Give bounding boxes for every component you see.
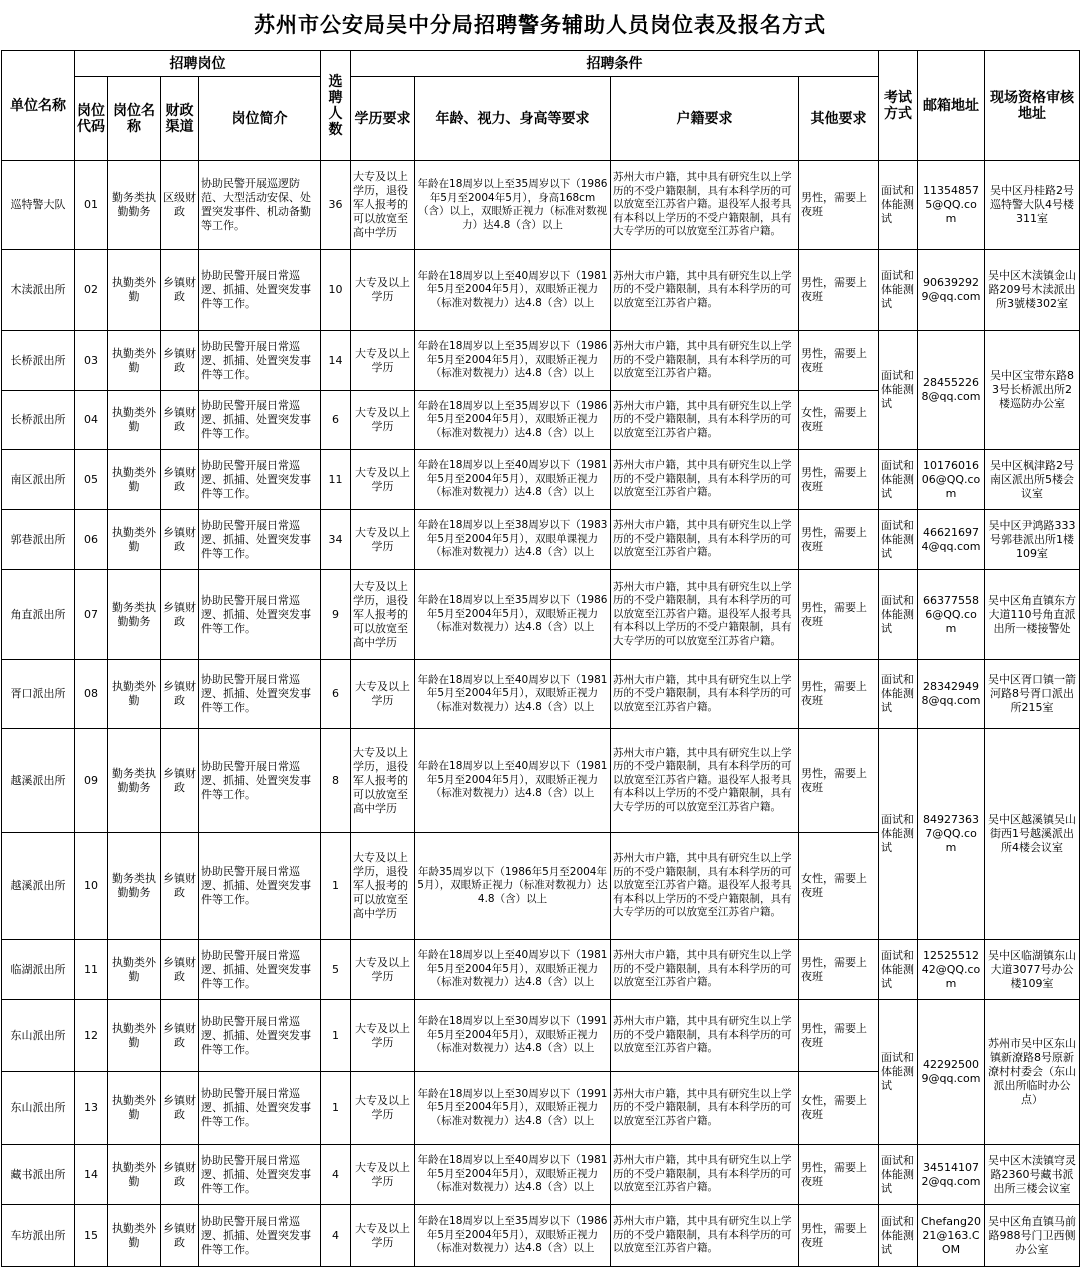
age-cell: 年龄在18周岁以上至30周岁以下（1991年5月至2004年5月），双眼矫正视力（标准对数视力）达4.8（含）以上	[415, 1072, 611, 1145]
email-cell: 906392929@qq.com	[918, 250, 985, 331]
finance-cell: 乡镇财政	[161, 1000, 199, 1072]
age-cell: 年龄在18周岁以上至38周岁以下（1983年5月至2004年5月），双眼单课视力（标准对数视力）达4.8（含）以上	[415, 510, 611, 570]
table-row	[2, 1205, 1080, 1267]
unit-cell: 长桥派出所	[2, 391, 75, 450]
unit-cell: 临湖派出所	[2, 940, 75, 1000]
address-cell: 吴中区木渎镇金山路209号木渎派出所3號楼302室	[985, 250, 1080, 331]
finance-cell: 乡镇财政	[161, 450, 199, 510]
edu-cell: 大专及以上学历	[351, 510, 415, 570]
desc-cell: 协助民警开展日常巡逻、抓捕、处置突发事件等工作。	[199, 331, 321, 391]
finance-cell: 乡镇财政	[161, 1145, 199, 1205]
age-cell: 年龄35周岁以下（1986年5月至2004年5月），双眼矫正视力（标准对数视力）达4.8（含）以上	[415, 833, 611, 940]
email-cell: 284552268@qq.com	[918, 331, 985, 450]
table-row	[2, 660, 1080, 729]
count-cell: 14	[321, 331, 351, 391]
post-name-cell: 勤务类执勤勤务	[108, 161, 161, 250]
email-cell: 663775586@QQ.com	[918, 570, 985, 660]
unit-cell: 郭巷派出所	[2, 510, 75, 570]
unit-cell: 越溪派出所	[2, 729, 75, 833]
other-cell: 女性，需要上夜班	[799, 1072, 879, 1145]
email-cell: 849273637@QQ.com	[918, 729, 985, 940]
count-cell: 6	[321, 660, 351, 729]
header-post-desc: 岗位简介	[199, 77, 321, 161]
desc-cell: 协助民警开展日常巡逻、抓捕、处置突发事件等工作。	[199, 510, 321, 570]
exam-cell: 面试和体能测试	[879, 940, 918, 1000]
other-cell: 男性，需要上夜班	[799, 1205, 879, 1267]
code-cell: 06	[75, 510, 108, 570]
header-age: 年龄、视力、身高等要求	[415, 77, 611, 161]
desc-cell: 协助民警开展日常巡逻、抓捕、处置突发事件等工作。	[199, 1205, 321, 1267]
header-email: 邮箱地址	[918, 51, 985, 161]
email-cell: 1252551242@QQ.com	[918, 940, 985, 1000]
post-name-cell: 执勤类外勤	[108, 250, 161, 331]
unit-cell: 东山派出所	[2, 1072, 75, 1145]
age-cell: 年龄在18周岁以上至35周岁以下（1986年5月至2004年5月），双眼矫正视力（标准对数视力）达4.8（含）以上	[415, 570, 611, 660]
exam-cell: 面试和体能测试	[879, 450, 918, 510]
exam-cell: 面试和体能测试	[879, 510, 918, 570]
table-row	[2, 1000, 1080, 1072]
header-group-post: 招聘岗位	[75, 51, 321, 77]
desc-cell: 协助民警开展日常巡逻、抓捕、处置突发事件等工作。	[199, 250, 321, 331]
post-name-cell: 执勤类外勤	[108, 1205, 161, 1267]
code-cell: 03	[75, 331, 108, 391]
other-cell: 男性，需要上夜班	[799, 1145, 879, 1205]
exam-cell: 面试和体能测试	[879, 250, 918, 331]
unit-cell: 角直派出所	[2, 570, 75, 660]
other-cell: 女性，需要上夜班	[799, 833, 879, 940]
other-cell: 男性，需要上夜班	[799, 510, 879, 570]
other-cell: 男性，需要上夜班	[799, 570, 879, 660]
huji-cell: 苏州大市户籍，其中具有研究生以上学历的不受户籍限制，具有本科学历的可以放宽至江苏省户籍。	[611, 1072, 799, 1145]
age-cell: 年龄在18周岁以上至35周岁以下（1986年5月至2004年5月），身高168cm（含）以上，双眼矫正视力（标准对数视力）达4.8（含）以上	[415, 161, 611, 250]
email-cell: 345141072@qq.com	[918, 1145, 985, 1205]
huji-cell: 苏州大市户籍，其中具有研究生以上学历的不受户籍限制，具有本科学历的可以放宽至江苏省户籍。退役军人报考具有本科以上学历的不受户籍限制，具有大专学历的可以放宽至江苏省户籍。	[611, 570, 799, 660]
email-cell: 283429498@qq.com	[918, 660, 985, 729]
address-cell: 吴中区角直镇马前路988号门卫西侧办公室	[985, 1205, 1080, 1267]
exam-cell: 面试和体能测试	[879, 660, 918, 729]
count-cell: 1	[321, 1072, 351, 1145]
table-row	[2, 450, 1080, 510]
post-name-cell: 执勤类外勤	[108, 510, 161, 570]
post-name-cell: 勤务类执勤勤务	[108, 570, 161, 660]
count-cell: 9	[321, 570, 351, 660]
edu-cell: 大专及以上学历	[351, 331, 415, 391]
code-cell: 04	[75, 391, 108, 450]
age-cell: 年龄在18周岁以上至40周岁以下（1981年5月至2004年5月），双眼矫正视力（标准对数视力）达4.8（含）以上	[415, 940, 611, 1000]
desc-cell: 协助民警开展日常巡逻、抓捕、处置突发事件等工作。	[199, 660, 321, 729]
other-cell: 男性，需要上夜班	[799, 660, 879, 729]
code-cell: 13	[75, 1072, 108, 1145]
count-cell: 4	[321, 1205, 351, 1267]
huji-cell: 苏州大市户籍，其中具有研究生以上学历的不受户籍限制，具有本科学历的可以放宽至江苏省户籍。	[611, 1000, 799, 1072]
finance-cell: 乡镇财政	[161, 570, 199, 660]
email-cell: Chefang2021@163.COM	[918, 1205, 985, 1267]
post-name-cell: 执勤类外勤	[108, 660, 161, 729]
post-name-cell: 勤务类执勤勤务	[108, 729, 161, 833]
age-cell: 年龄在18周岁以上至35周岁以下（1986年5月至2004年5月），双眼矫正视力（标准对数视力）达4.8（含）以上	[415, 391, 611, 450]
huji-cell: 苏州大市户籍，其中具有研究生以上学历的不受户籍限制，具有本科学历的可以放宽至江苏省户籍。退役军人报考具有本科以上学历的不受户籍限制，具有大专学历的可以放宽至江苏省户籍。	[611, 833, 799, 940]
desc-cell: 协助民警开展日常巡逻、抓捕、处置突发事件等工作。	[199, 1072, 321, 1145]
exam-cell: 面试和体能测试	[879, 161, 918, 250]
unit-cell: 藏书派出所	[2, 1145, 75, 1205]
table-row	[2, 1145, 1080, 1205]
code-cell: 09	[75, 729, 108, 833]
table-row	[2, 729, 1080, 833]
edu-cell: 大专及以上学历	[351, 660, 415, 729]
desc-cell: 协助民警开展日常巡逻、抓捕、处置突发事件等工作。	[199, 1000, 321, 1072]
header-count: 选聘人数	[321, 51, 351, 161]
count-cell: 11	[321, 450, 351, 510]
header-post-code: 岗位代码	[75, 77, 108, 161]
age-cell: 年龄在18周岁以上至40周岁以下（1981年5月至2004年5月），双眼矫正视力（标准对数视力）达4.8（含）以上	[415, 450, 611, 510]
huji-cell: 苏州大市户籍，其中具有研究生以上学历的不受户籍限制，具有本科学历的可以放宽至江苏省户籍。	[611, 1205, 799, 1267]
edu-cell: 大专及以上学历	[351, 1205, 415, 1267]
edu-cell: 大专及以上学历	[351, 940, 415, 1000]
address-cell: 苏州市吴中区东山镇新潦路8号原新潦村村委会（东山派出所临时办公点）	[985, 1000, 1080, 1145]
finance-cell: 区级财政	[161, 161, 199, 250]
unit-cell: 巡特警大队	[2, 161, 75, 250]
header-post-name: 岗位名称	[108, 77, 161, 161]
other-cell: 男性，需要上夜班	[799, 1000, 879, 1072]
code-cell: 12	[75, 1000, 108, 1072]
huji-cell: 苏州大市户籍，其中具有研究生以上学历的不受户籍限制，具有本科学历的可以放宽至江苏省户籍。	[611, 510, 799, 570]
address-cell: 吴中区枫津路2号南区派出所5楼会议室	[985, 450, 1080, 510]
unit-cell: 木渎派出所	[2, 250, 75, 331]
code-cell: 07	[75, 570, 108, 660]
finance-cell: 乡镇财政	[161, 660, 199, 729]
exam-cell: 面试和体能测试	[879, 331, 918, 450]
huji-cell: 苏州大市户籍，其中具有研究生以上学历的不受户籍限制，具有本科学历的可以放宽至江苏省户籍。	[611, 450, 799, 510]
table-row	[2, 161, 1080, 250]
desc-cell: 协助民警开展日常巡逻、抓捕、处置突发事件等工作。	[199, 833, 321, 940]
header-unit: 单位名称	[2, 51, 75, 161]
post-name-cell: 执勤类外勤	[108, 1072, 161, 1145]
desc-cell: 协助民警开展日常巡逻、抓捕、处置突发事件等工作。	[199, 940, 321, 1000]
edu-cell: 大专及以上学历，退役军人报考的可以放宽至高中学历	[351, 570, 415, 660]
huji-cell: 苏州大市户籍，其中具有研究生以上学历的不受户籍限制，具有本科学历的可以放宽至江苏省户籍。	[611, 940, 799, 1000]
age-cell: 年龄在18周岁以上至40周岁以下（1981年5月至2004年5月），双眼矫正视力（标准对数视力）达4.8（含）以上	[415, 250, 611, 331]
email-cell: 466216974@qq.com	[918, 510, 985, 570]
header-exam: 考试方式	[879, 51, 918, 161]
finance-cell: 乡镇财政	[161, 1205, 199, 1267]
count-cell: 4	[321, 1145, 351, 1205]
age-cell: 年龄在18周岁以上至40周岁以下（1981年5月至2004年5月），双眼矫正视力（标准对数视力）达4.8（含）以上	[415, 729, 611, 833]
age-cell: 年龄在18周岁以上至40周岁以下（1981年5月至2004年5月），双眼矫正视力（标准对数视力）达4.8（含）以上	[415, 660, 611, 729]
other-cell: 男性，需要上夜班	[799, 250, 879, 331]
exam-cell: 面试和体能测试	[879, 570, 918, 660]
email-cell: 113548575@QQ.com	[918, 161, 985, 250]
other-cell: 男性，需要上夜班	[799, 940, 879, 1000]
email-cell: 422925009@qq.com	[918, 1000, 985, 1145]
edu-cell: 大专及以上学历	[351, 1145, 415, 1205]
email-cell: 1017601606@QQ.com	[918, 450, 985, 510]
header-row-1	[2, 51, 1080, 77]
other-cell: 男性，需要上夜班	[799, 161, 879, 250]
count-cell: 36	[321, 161, 351, 250]
huji-cell: 苏州大市户籍，其中具有研究生以上学历的不受户籍限制，具有本科学历的可以放宽至江苏省户籍。	[611, 331, 799, 391]
table-row	[2, 940, 1080, 1000]
post-name-cell: 执勤类外勤	[108, 331, 161, 391]
unit-cell: 长桥派出所	[2, 331, 75, 391]
exam-cell: 面试和体能测试	[879, 1000, 918, 1145]
post-name-cell: 执勤类外勤	[108, 1000, 161, 1072]
table-row	[2, 570, 1080, 660]
huji-cell: 苏州大市户籍，其中具有研究生以上学历的不受户籍限制，具有本科学历的可以放宽至江苏省户籍。退役军人报考具有本科以上学历的不受户籍限制，具有大专学历的可以放宽至江苏省户籍。	[611, 729, 799, 833]
desc-cell: 协助民警开展日常巡逻、抓捕、处置突发事件等工作。	[199, 1145, 321, 1205]
count-cell: 1	[321, 1000, 351, 1072]
other-cell: 女性，需要上夜班	[799, 391, 879, 450]
edu-cell: 大专及以上学历	[351, 391, 415, 450]
finance-cell: 乡镇财政	[161, 1072, 199, 1145]
address-cell: 吴中区角直镇东方大道110号角直派出所一楼接警处	[985, 570, 1080, 660]
desc-cell: 协助民警开展日常巡逻、抓捕、处置突发事件等工作。	[199, 450, 321, 510]
huji-cell: 苏州大市户籍，其中具有研究生以上学历的不受户籍限制，具有本科学历的可以放宽至江苏省户籍。退役军人报考具有本科以上学历的不受户籍限制，具有大专学历的可以放宽至江苏省户籍。	[611, 161, 799, 250]
code-cell: 08	[75, 660, 108, 729]
exam-cell: 面试和体能测试	[879, 729, 918, 940]
count-cell: 8	[321, 729, 351, 833]
code-cell: 15	[75, 1205, 108, 1267]
count-cell: 34	[321, 510, 351, 570]
code-cell: 02	[75, 250, 108, 331]
edu-cell: 大专及以上学历	[351, 1072, 415, 1145]
finance-cell: 乡镇财政	[161, 940, 199, 1000]
page-title: 苏州市公安局吴中分局招聘警务辅助人员岗位表及报名方式	[254, 12, 826, 37]
finance-cell: 乡镇财政	[161, 331, 199, 391]
desc-cell: 协助民警开展日常巡逻、抓捕、处置突发事件等工作。	[199, 391, 321, 450]
unit-cell: 南区派出所	[2, 450, 75, 510]
header-other: 其他要求	[799, 77, 879, 161]
count-cell: 6	[321, 391, 351, 450]
address-cell: 吴中区宝带东路83号长桥派出所2楼巡防办公室	[985, 331, 1080, 450]
recruitment-table	[1, 50, 1080, 1267]
desc-cell: 协助民警开展日常巡逻、抓捕、处置突发事件等工作。	[199, 729, 321, 833]
exam-cell: 面试和体能测试	[879, 1205, 918, 1267]
address-cell: 吴中区临湖镇东山大道3077号办公楼109室	[985, 940, 1080, 1000]
post-name-cell: 勤务类执勤勤务	[108, 833, 161, 940]
code-cell: 01	[75, 161, 108, 250]
header-group-cond: 招聘条件	[351, 51, 879, 77]
table-row	[2, 331, 1080, 391]
unit-cell: 胥口派出所	[2, 660, 75, 729]
edu-cell: 大专及以上学历	[351, 450, 415, 510]
post-name-cell: 执勤类外勤	[108, 450, 161, 510]
exam-cell: 面试和体能测试	[879, 1145, 918, 1205]
finance-cell: 乡镇财政	[161, 391, 199, 450]
huji-cell: 苏州大市户籍，其中具有研究生以上学历的不受户籍限制，具有本科学历的可以放宽至江苏省户籍。	[611, 660, 799, 729]
code-cell: 14	[75, 1145, 108, 1205]
desc-cell: 协助民警开展日常巡逻、抓捕、处置突发事件等工作。	[199, 570, 321, 660]
header-address: 现场资格审核地址	[985, 51, 1080, 161]
edu-cell: 大专及以上学历，退役军人报考的可以放宽至高中学历	[351, 161, 415, 250]
age-cell: 年龄在18周岁以上至35周岁以下（1986年5月至2004年5月），双眼矫正视力（标准对数视力）达4.8（含）以上	[415, 1205, 611, 1267]
table-row	[2, 510, 1080, 570]
code-cell: 05	[75, 450, 108, 510]
finance-cell: 乡镇财政	[161, 729, 199, 833]
desc-cell: 协助民警开展巡逻防范、大型活动安保、处置突发事件、机动备勤等工作。	[199, 161, 321, 250]
count-cell: 5	[321, 940, 351, 1000]
address-cell: 吴中区越溪镇吴山街西1号越溪派出所4楼会议室	[985, 729, 1080, 940]
address-cell: 吴中区丹桂路2号巡特警大队4号楼311室	[985, 161, 1080, 250]
finance-cell: 乡镇财政	[161, 510, 199, 570]
finance-cell: 乡镇财政	[161, 250, 199, 331]
header-finance: 财政渠道	[161, 77, 199, 161]
huji-cell: 苏州大市户籍，其中具有研究生以上学历的不受户籍限制，具有本科学历的可以放宽至江苏省户籍。	[611, 250, 799, 331]
other-cell: 男性，需要上夜班	[799, 331, 879, 391]
edu-cell: 大专及以上学历，退役军人报考的可以放宽至高中学历	[351, 833, 415, 940]
post-name-cell: 执勤类外勤	[108, 391, 161, 450]
edu-cell: 大专及以上学历	[351, 250, 415, 331]
count-cell: 10	[321, 250, 351, 331]
huji-cell: 苏州大市户籍，其中具有研究生以上学历的不受户籍限制，具有本科学历的可以放宽至江苏省户籍。	[611, 391, 799, 450]
code-cell: 11	[75, 940, 108, 1000]
other-cell: 男性，需要上夜班	[799, 450, 879, 510]
table-row	[2, 250, 1080, 331]
unit-cell: 越溪派出所	[2, 833, 75, 940]
finance-cell: 乡镇财政	[161, 833, 199, 940]
unit-cell: 车坊派出所	[2, 1205, 75, 1267]
age-cell: 年龄在18周岁以上至40周岁以下（1981年5月至2004年5月），双眼矫正视力（标准对数视力）达4.8（含）以上	[415, 1145, 611, 1205]
header-huji: 户籍要求	[611, 77, 799, 161]
other-cell: 男性，需要上夜班	[799, 729, 879, 833]
unit-cell: 东山派出所	[2, 1000, 75, 1072]
code-cell: 10	[75, 833, 108, 940]
address-cell: 吴中区木渎镇穹灵路2360号藏书派出所三楼会议室	[985, 1145, 1080, 1205]
age-cell: 年龄在18周岁以上至35周岁以下（1986年5月至2004年5月），双眼矫正视力（标准对数视力）达4.8（含）以上	[415, 331, 611, 391]
edu-cell: 大专及以上学历，退役军人报考的可以放宽至高中学历	[351, 729, 415, 833]
header-edu: 学历要求	[351, 77, 415, 161]
count-cell: 1	[321, 833, 351, 940]
address-cell: 吴中区胥口镇一箭河路8号胥口派出所215室	[985, 660, 1080, 729]
address-cell: 吴中区尹鸿路333号郭巷派出所1楼109室	[985, 510, 1080, 570]
post-name-cell: 执勤类外勤	[108, 1145, 161, 1205]
post-name-cell: 执勤类外勤	[108, 940, 161, 1000]
age-cell: 年龄在18周岁以上至30周岁以下（1991年5月至2004年5月），双眼矫正视力（标准对数视力）达4.8（含）以上	[415, 1000, 611, 1072]
huji-cell: 苏州大市户籍，其中具有研究生以上学历的不受户籍限制，具有本科学历的可以放宽至江苏省户籍。	[611, 1145, 799, 1205]
edu-cell: 大专及以上学历	[351, 1000, 415, 1072]
